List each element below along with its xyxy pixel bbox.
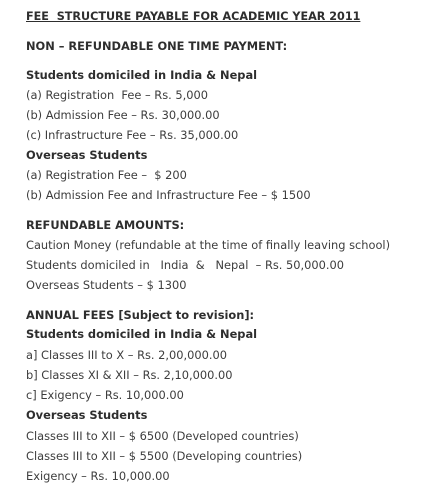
one-time-india-item: (a) Registration Fee – Rs. 5,000 bbox=[26, 88, 208, 102]
refundable-heading: REFUNDABLE AMOUNTS: bbox=[26, 218, 185, 232]
one-time-india-heading: Students domiciled in India & Nepal bbox=[26, 68, 258, 82]
document-title: FEE STRUCTURE PAYABLE FOR ACADEMIC YEAR 2011 bbox=[26, 10, 361, 23]
annual-india-heading: Students domiciled in India & Nepal bbox=[26, 327, 258, 341]
one-time-heading: NON – REFUNDABLE ONE TIME PAYMENT: bbox=[26, 39, 288, 53]
one-time-india-item: (b) Admission Fee – Rs. 30,000.00 bbox=[26, 108, 220, 122]
one-time-overseas-item: (b) Admission Fee and Infrastructure Fee – $ 1500 bbox=[26, 188, 311, 202]
annual-heading: ANNUAL FEES [Subject to revision]: bbox=[26, 308, 255, 322]
one-time-india-item: (c) Infrastructure Fee – Rs. 35,000.00 bbox=[26, 128, 239, 142]
one-time-overseas-heading: Overseas Students bbox=[26, 148, 148, 162]
refundable-item: Caution Money (refundable at the time of finally leaving school) bbox=[26, 238, 391, 252]
refundable-item: Overseas Students – $ 1300 bbox=[26, 278, 187, 292]
annual-overseas-heading: Overseas Students bbox=[26, 408, 148, 422]
annual-overseas-item: Exigency – Rs. 10,000.00 bbox=[26, 469, 170, 483]
annual-india-item: b] Classes XI & XII – Rs. 2,10,000.00 bbox=[26, 368, 233, 382]
one-time-overseas-item: (a) Registration Fee – $ 200 bbox=[26, 168, 187, 182]
annual-india-item: c] Exigency – Rs. 10,000.00 bbox=[26, 388, 184, 402]
annual-india-item: a] Classes III to X – Rs. 2,00,000.00 bbox=[26, 348, 227, 362]
annual-overseas-item: Classes III to XII – $ 5500 (Developing countries) bbox=[26, 449, 303, 463]
annual-overseas-item: Classes III to XII – $ 6500 (Developed countries) bbox=[26, 429, 299, 443]
refundable-item: Students domiciled in India & Nepal – Rs. 50,000.00 bbox=[26, 258, 345, 272]
